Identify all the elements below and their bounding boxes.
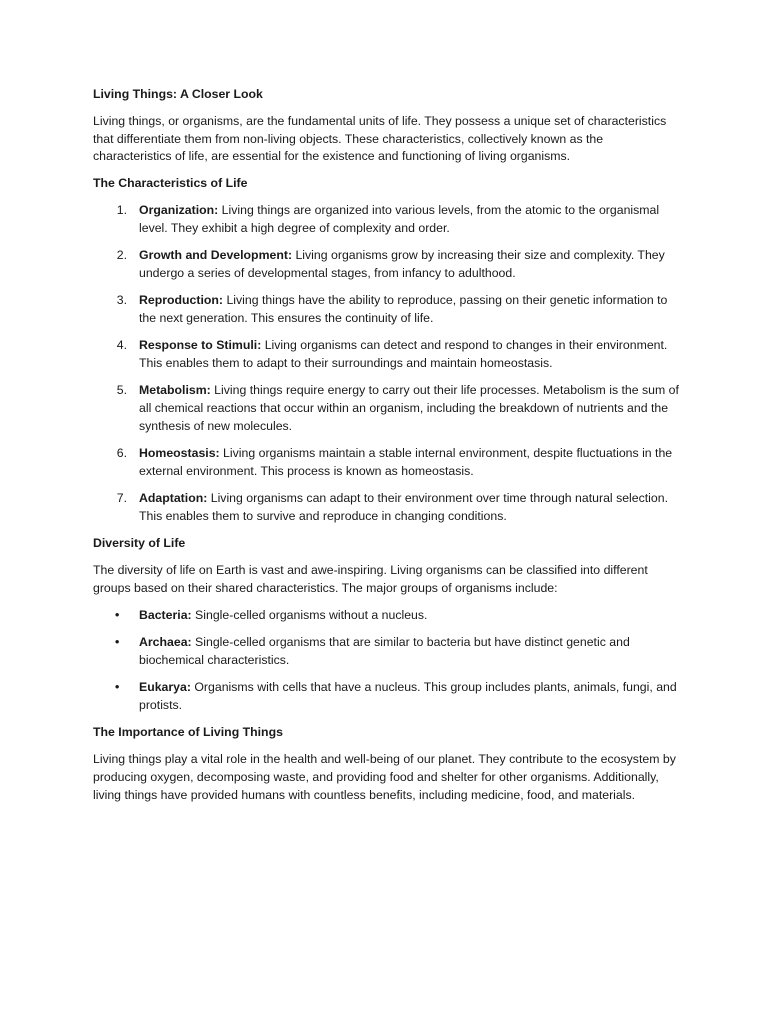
list-number: 4. — [116, 338, 127, 353]
list-text: Living organisms grow by increasing their size and complexity. They undergo a series of developmental stages, from infancy to adulthood. — [139, 248, 665, 280]
list-text: Living things are organized into various levels, from the atomic to the organismal level. They exhibit a high degree of complexity and order. — [139, 202, 660, 235]
list-text: Single-celled organisms that are similar to bacteria but have distinct genetic and biochemical characteristics. — [139, 635, 630, 667]
list-item — [93, 247, 683, 283]
document-page — [93, 86, 683, 814]
intro-paragraph: Living things, or organisms, are the fundamental units of life. They possess a unique set of characteristics that differentiate them from non-living objects. These characteristics, collectively known as the characteristics of life, are essential for the existence and functioning of living organisms. — [93, 113, 667, 164]
list-number: 3. — [116, 293, 127, 308]
list-term: Archaea: — [139, 635, 192, 650]
importance-heading: The Importance of Living Things — [93, 725, 283, 740]
organism-groups-list — [93, 607, 683, 715]
bullet-icon: • — [115, 607, 120, 622]
characteristics-list — [93, 202, 683, 526]
diversity-paragraph: The diversity of life on Earth is vast and awe-inspiring. Living organisms can be classified into different groups based on their shared characteristics. The major groups of organisms include: — [93, 563, 648, 596]
document-title: Living Things: A Closer Look — [93, 87, 263, 101]
list-item — [93, 607, 683, 625]
list-term: Organization: — [139, 202, 219, 217]
list-item — [93, 445, 683, 481]
list-text: Living organisms can detect and respond to changes in their environment. This enables them to adapt to their surroundings and maintain homeostasis. — [139, 338, 668, 371]
list-term: Growth and Development: — [139, 248, 293, 263]
list-number: 6. — [116, 446, 127, 461]
list-number: 5. — [116, 383, 127, 398]
list-text: Living organisms can adapt to their environment over time through natural selection. This enables them to survive and reproduce in changing conditions. — [139, 491, 669, 524]
list-item — [93, 202, 683, 238]
list-term: Response to Stimuli: — [139, 338, 262, 353]
list-item — [93, 634, 683, 670]
list-item — [93, 679, 683, 715]
list-item — [93, 292, 683, 328]
list-number: 7. — [116, 491, 127, 506]
characteristics-heading: The Characteristics of Life — [93, 176, 248, 191]
list-term: Metabolism: — [139, 383, 211, 398]
list-text: Living things have the ability to reproduce, passing on their genetic information to the next generation. This ensures the continuity of life. — [139, 293, 668, 325]
list-text: Single-celled organisms without a nucleus. — [191, 607, 428, 622]
list-item — [93, 382, 683, 435]
list-term: Reproduction: — [139, 293, 224, 308]
list-text: Living things require energy to carry out their life processes. Metabolism is the sum of all chemical reactions that occur within an organism, including the breakdown of nutrients and the synthesis of new molecules. — [139, 383, 679, 433]
list-item — [93, 337, 683, 373]
bullet-icon: • — [115, 680, 120, 695]
list-term: Bacteria: — [139, 607, 192, 622]
list-term: Homeostasis: — [139, 446, 220, 461]
list-text: Organisms with cells that have a nucleus. This group includes plants, animals, fungi, and protists. — [139, 680, 677, 713]
list-item — [93, 490, 683, 526]
list-text: Living organisms maintain a stable internal environment, despite fluctuations in the external environment. This process is known as homeostasis. — [139, 446, 673, 479]
bullet-icon: • — [115, 635, 120, 650]
list-number: 2. — [116, 248, 127, 263]
importance-paragraph: Living things play a vital role in the health and well-being of our planet. They contribute to the ecosystem by producing oxygen, decomposing waste, and providing food and shelter for other organisms. Additionally, living things have provided humans with countless benefits, including medicine, food, and materials. — [93, 752, 676, 802]
list-term: Adaptation: — [139, 491, 208, 506]
list-term: Eukarya: — [139, 680, 191, 695]
list-number: 1. — [116, 202, 127, 217]
diversity-heading: Diversity of Life — [93, 536, 186, 551]
